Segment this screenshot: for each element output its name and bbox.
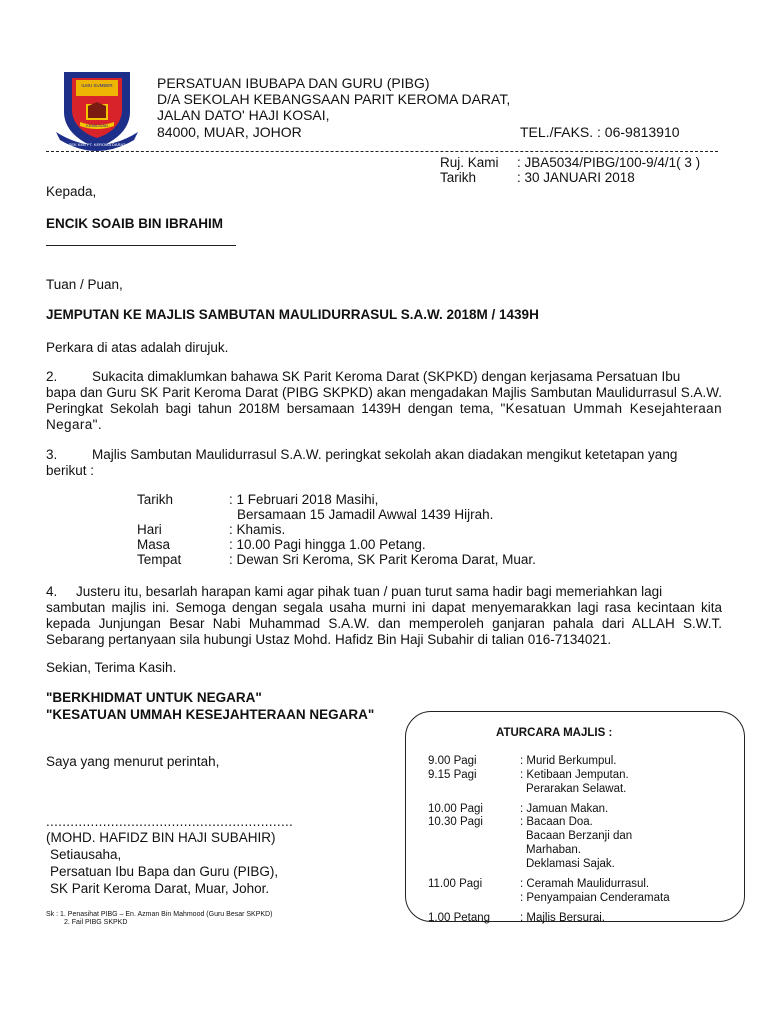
para4-rest: sambutan majlis ini. Semoga dengan segala usaha murni ini dapat menyemarakkan lagi rasa kecintaan kita kepada Junjungan Besar Nabi Muhammad S.A.W. dan memperoleh ganjaran pahala dari ALLAH S.W.T. Sebarang pertanyaan sila hubungi Ustaz Mohd. Hafidz Bin Haji Subahir di talian 016-7134021.	[46, 600, 722, 647]
schedule-time: 10.00 Pagi	[428, 803, 483, 815]
date-label: Tarikh	[440, 170, 477, 185]
schedule-row	[428, 802, 728, 815]
letterhead-divider	[46, 151, 718, 152]
date-value: : 30 JANUARI 2018	[517, 170, 635, 185]
subject-line: JEMPUTAN KE MAJLIS SAMBUTAN MAULIDURRASUL S.A.W. 2018M / 1439H	[46, 307, 539, 322]
ref-value: : JBA5034/PIBG/100-9/4/1( 3 )	[517, 155, 701, 170]
detail-value: : Dewan Sri Keroma, SK Parit Keroma Darat, Muar.	[229, 552, 536, 567]
schedule-time: 11.00 Pagi	[428, 878, 483, 890]
signatory-name: (MOHD. HAFIDZ BIN HAJI SUBAHIR)	[46, 830, 276, 845]
para2-theme: "Kesatuan Ummah Kesejahteraan Negara".	[46, 401, 722, 432]
schedule-time: 10.30 Pagi	[428, 816, 483, 828]
detail-value: : 10.00 Pagi hingga 1.00 Petang.	[229, 537, 426, 552]
schedule-row	[428, 829, 728, 843]
schedule-item: Bacaan Berzanji dan	[526, 830, 633, 842]
para4-number: 4.	[46, 584, 58, 599]
para3-first-line: Majlis Sambutan Maulidurrasul S.A.W. peringkat sekolah akan diadakan mengikut ketetapan yang	[92, 447, 678, 462]
schedule-item: : Ketibaan Jemputan.	[520, 769, 629, 781]
school-name: D/A SEKOLAH KEBANGSAAN PARIT KEROMA DARAT,	[157, 91, 511, 107]
signatory-title: Setiausaha,	[50, 847, 122, 862]
ref-label: Ruj. Kami	[440, 155, 499, 170]
svg-text:KEMAJUAN: KEMAJUAN	[86, 123, 108, 128]
detail-label: Tarikh	[137, 492, 174, 507]
para2-number: 2.	[46, 369, 58, 384]
schedule-time: 9.15 Pagi	[428, 769, 477, 781]
school-crest-logo	[56, 68, 138, 154]
schedule-row	[428, 782, 728, 802]
svg-text:ILMU SUMBER: ILMU SUMBER	[81, 83, 113, 88]
svg-text:SEK KEB PT. KEROMA DARAT: SEK KEB PT. KEROMA DARAT	[68, 142, 126, 147]
schedule-item: : Ceramah Maulidurrasul.	[520, 878, 650, 890]
recipient-underline	[46, 245, 236, 246]
para2-rest: bapa dan Guru SK Parit Keroma Darat (PIBG SKPKD) akan mengadakan Majlis Sambutan Maulidurrasul S.A.W. Peringkat Sekolah bagi tahun 2018M bersamaan 1439H dengan tema,	[46, 385, 722, 416]
schedule-item: Perarakan Selawat.	[526, 783, 627, 795]
org-name: PERSATUAN IBUBAPA DAN GURU (PIBG)	[157, 75, 430, 91]
schedule-title: ATURCARA MAJLIS :	[496, 727, 613, 739]
signoff-line: Saya yang menurut perintah,	[46, 754, 220, 769]
para3-second-line: berikut :	[46, 463, 95, 478]
detail-value: : 1 Februari 2018 Masihi,	[229, 492, 379, 507]
address-line-2: 84000, MUAR, JOHOR	[157, 124, 302, 140]
cc-line-1: Sk : 1. Penasihat PIBG – En. Azman Bin Mahmood (Guru Besar SKPKD)	[46, 911, 273, 918]
schedule-row	[428, 815, 728, 829]
closing-line: Sekian, Terima Kasih.	[46, 660, 177, 675]
cc-line-2: 2. Fail PIBG SKPKD	[64, 919, 128, 926]
schedule-item: : Majlis Bersurai.	[520, 912, 605, 924]
schedule-row	[428, 911, 728, 925]
signatory-org-2: SK Parit Keroma Darat, Muar, Johor.	[50, 881, 270, 896]
para3-number: 3.	[46, 447, 58, 462]
intro-line: Perkara di atas adalah dirujuk.	[46, 340, 229, 355]
para2-first-line: Sukacita dimaklumkan bahawa SK Parit Keroma Darat (SKPKD) dengan kerjasama Persatuan Ibu	[92, 369, 681, 384]
phone-fax: TEL./FAKS. : 06-9813910	[520, 124, 680, 140]
detail-label: Masa	[137, 537, 171, 552]
para2-body	[46, 385, 722, 433]
slogan-1: "BERKHIDMAT UNTUK NEGARA"	[46, 690, 262, 705]
kepada-label: Kepada,	[46, 184, 97, 199]
schedule-box	[405, 711, 745, 922]
schedule-item: : Jamuan Makan.	[520, 803, 609, 815]
schedule-row	[428, 877, 728, 891]
address-line-1: JALAN DATO' HAJI KOSAI,	[157, 107, 330, 123]
recipient-name: ENCIK SOAIB BIN IBRAHIM	[46, 216, 224, 231]
schedule-item: : Murid Berkumpul.	[520, 755, 617, 767]
schedule-row	[428, 768, 728, 782]
schedule-row	[428, 754, 728, 768]
salutation: Tuan / Puan,	[46, 277, 123, 292]
schedule-time: 1.00 Petang	[428, 912, 491, 924]
slogan-2: "KESATUAN UMMAH KESEJAHTERAAN NEGARA"	[46, 707, 375, 722]
schedule-list	[428, 754, 728, 925]
detail-label: Hari	[137, 522, 162, 537]
schedule-row	[428, 843, 728, 857]
schedule-item: : Bacaan Doa.	[520, 816, 593, 828]
detail-value: Bersamaan 15 Jamadil Awwal 1439 Hijrah.	[237, 507, 494, 522]
schedule-row	[428, 891, 728, 911]
schedule-row	[428, 857, 728, 877]
schedule-item: Deklamasi Sajak.	[526, 858, 615, 870]
detail-value: : Khamis.	[229, 522, 286, 537]
signatory-org-1: Persatuan Ibu Bapa dan Guru (PIBG),	[50, 864, 279, 879]
signature-dots: .............................................................	[46, 814, 294, 829]
schedule-item: Marhaban.	[526, 844, 581, 856]
detail-label: Tempat	[137, 552, 182, 567]
schedule-item: : Penyampaian Cenderamata	[520, 892, 670, 904]
para4-first-line: Justeru itu, besarlah harapan kami agar pihak tuan / puan turut sama hadir bagi memeriahkan lagi	[76, 584, 663, 599]
schedule-time: 9.00 Pagi	[428, 755, 477, 767]
